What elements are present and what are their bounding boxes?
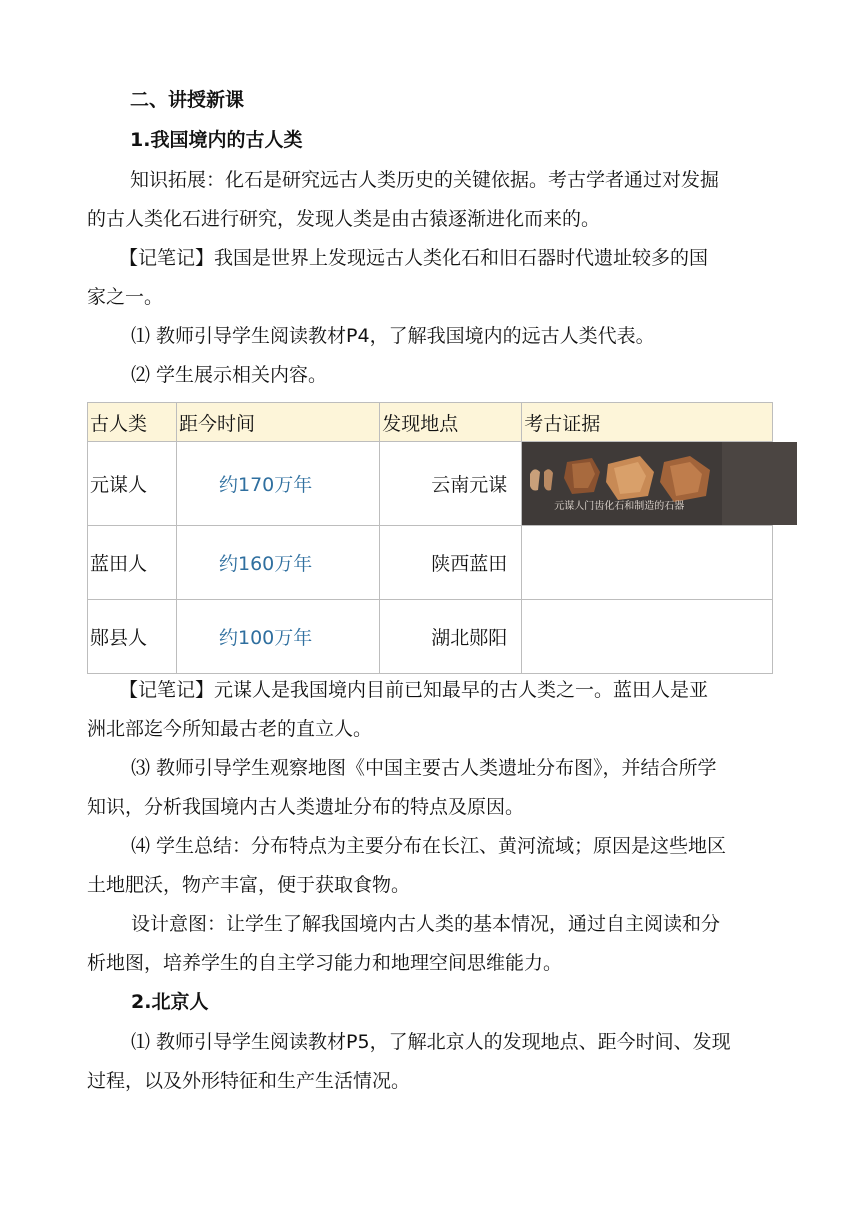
fossil-photo-caption: 元谋人门齿化石和制造的石器 [554,501,685,512]
note-2-line-2: 洲北部迄今所知最古老的直立人。 [87,718,373,740]
evidence-cell [522,526,773,600]
step-3-line-2: 知识，分析我国境内古人类遗址分布的特点及原因。 [87,796,525,818]
human-name-cell: 元谋人 [88,442,177,526]
design-intent-line-2: 析地图，培养学生的自主学习能力和地理空间思维能力。 [87,952,563,974]
table-header-cell: 发现地点 [380,403,522,442]
design-intent-line-1: 设计意图：让学生了解我国境内古人类的基本情况，通过自主阅读和分 [131,913,721,935]
table-header-cell: 距今时间 [177,403,380,442]
step-2: ⑵ 学生展示相关内容。 [131,364,328,386]
step-5-line-2: 过程，以及外形特征和生产生活情况。 [87,1070,411,1092]
table-header-row [88,403,773,442]
step-4-line-2: 土地肥沃，物产丰富，便于获取食物。 [87,874,411,896]
step-3-line-1: ⑶ 教师引导学生观察地图《中国主要古人类遗址分布图》，并结合所学 [131,757,717,779]
fossil-photo-graphic [522,442,797,525]
time-cell: 约170万年 [177,442,380,526]
knowledge-extension-line-2: 的古人类化石进行研究，发现人类是由古猿逐渐进化而来的。 [87,208,601,230]
time-cell: 约160万年 [177,526,380,600]
subsection-title-1: 1.我国境内的古人类 [130,129,303,151]
place-cell: 云南元谋 [380,442,522,526]
human-name-cell: 蓝田人 [88,526,177,600]
ancient-humans-table [87,402,773,674]
step-4-line-1: ⑷ 学生总结：分布特点为主要分布在长江、黄河流域；原因是这些地区 [131,835,727,857]
evidence-cell [522,600,773,674]
step-5-line-1: ⑴ 教师引导学生阅读教材P5，了解北京人的发现地点、距今时间、发现 [131,1031,731,1053]
human-name-cell: 郧县人 [88,600,177,674]
note-1-line-2: 家之一。 [87,286,164,308]
table-row [88,600,773,674]
knowledge-extension-line-1: 知识拓展：化石是研究远古人类历史的关键依据。考古学者通过对发掘 [130,169,720,191]
section-title: 二、讲授新课 [130,89,245,111]
place-cell: 陕西蓝田 [380,526,522,600]
table-header-cell: 古人类 [88,403,177,442]
fossil-photo [522,442,797,525]
note-1-line-1: 【记笔记】我国是世界上发现远古人类化石和旧石器时代遗址较多的国 [119,247,709,269]
note-2-line-1: 【记笔记】元谋人是我国境内目前已知最早的古人类之一。蓝田人是亚 [119,679,709,701]
table-header-cell: 考古证据 [522,403,773,442]
place-cell: 湖北郧阳 [380,600,522,674]
table-row [88,526,773,600]
step-1: ⑴ 教师引导学生阅读教材P4，了解我国境内的远古人类代表。 [131,325,655,347]
table-row [88,442,773,526]
time-cell: 约100万年 [177,600,380,674]
evidence-cell [522,442,773,526]
subsection-title-2: 2.北京人 [131,991,209,1013]
